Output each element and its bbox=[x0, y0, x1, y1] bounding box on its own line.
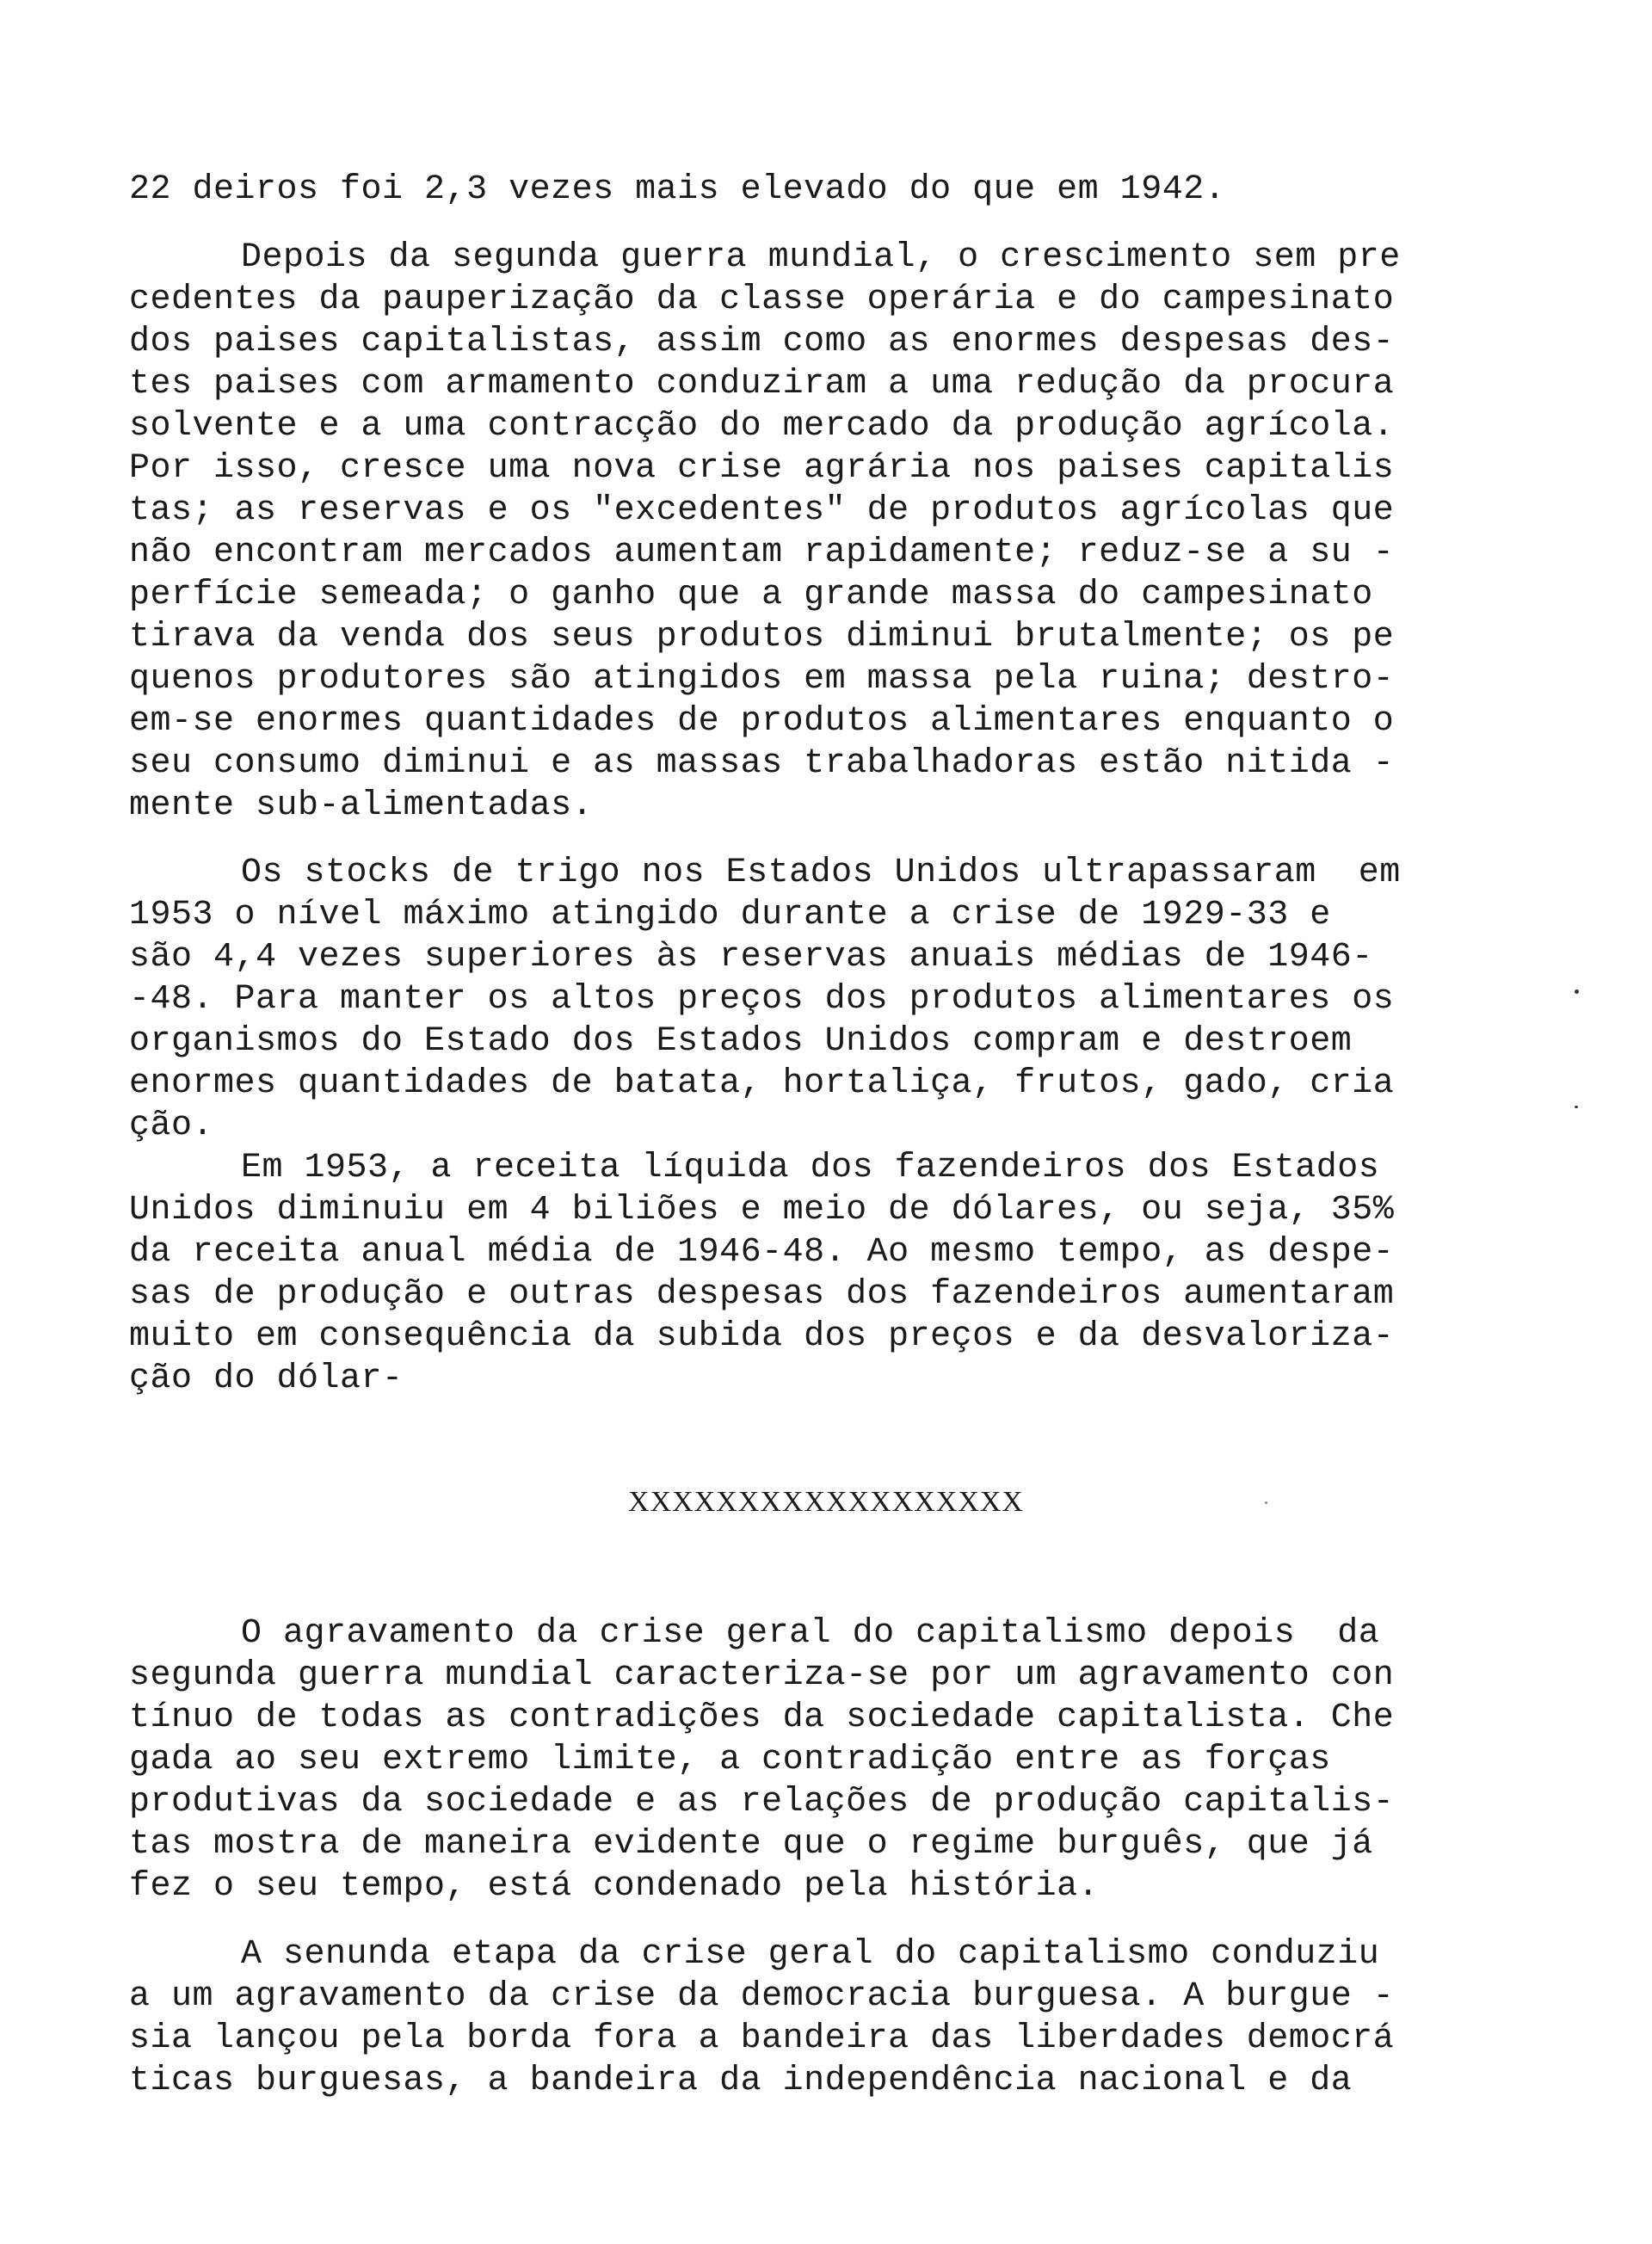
text-line: organismos do Estado dos Estados Unidos compram e destroem bbox=[129, 1022, 1353, 1061]
text-line: tes paises com armamento conduziram a uma redução da procura bbox=[129, 365, 1395, 404]
text-line: tínuo de todas as contradições da sociedade capitalista. Che bbox=[129, 1698, 1395, 1737]
text-line: Por isso, cresce uma nova crise agrária nos paises capitalis bbox=[129, 449, 1395, 488]
text-line: tas mostra de maneira evidente que o regime burguês, que já bbox=[129, 1825, 1373, 1864]
text-line: A senunda etapa da crise geral do capitalismo conduziu bbox=[241, 1935, 1380, 1974]
text-line: 1953 o nível máximo atingido durante a crise de 1929-33 e bbox=[129, 896, 1331, 934]
text-line: a um agravamento da crise da democracia burguesa. A burgue - bbox=[129, 1977, 1395, 2016]
text-line: O agravamento da crise geral do capitalismo depois da bbox=[241, 1614, 1380, 1653]
text-line: Unidos diminuiu em 4 biliões e meio de dólares, ou seja, 35% bbox=[129, 1191, 1395, 1230]
text-line: dos paises capitalistas, assim como as enormes despesas des- bbox=[129, 323, 1395, 361]
text-line: sia lançou pela borda fora a bandeira das liberdades democrá bbox=[129, 2019, 1395, 2058]
scan-speck bbox=[1575, 989, 1579, 994]
text-line: muito em consequência da subida dos preços e da desvaloriza- bbox=[129, 1317, 1395, 1356]
text-line: Em 1953, a receita líquida dos fazendeiros dos Estados bbox=[241, 1149, 1380, 1187]
text-line: solvente e a uma contracção do mercado da produção agrícola. bbox=[129, 407, 1395, 446]
scan-speck bbox=[1265, 1501, 1267, 1504]
text-line: não encontram mercados aumentam rapidamente; reduz-se a su - bbox=[129, 533, 1395, 572]
text-line: ção do dólar- bbox=[129, 1359, 404, 1398]
text-line: tas; as reservas e os "excedentes" de produtos agrícolas que bbox=[129, 491, 1395, 530]
text-line: 22 deiros foi 2,3 vezes mais elevado do que em 1942. bbox=[129, 170, 1226, 209]
text-line: -48. Para manter os altos preços dos produtos alimentares os bbox=[129, 980, 1395, 1019]
text-line: ticas burguesas, a bandeira da independência nacional e da bbox=[129, 2062, 1353, 2100]
text-line: são 4,4 vezes superiores às reservas anuais médias de 1946- bbox=[129, 938, 1373, 977]
text-line: segunda guerra mundial caracteriza-se por um agravamento con bbox=[129, 1656, 1395, 1695]
text-line: ção. bbox=[129, 1107, 214, 1145]
scan-speck bbox=[1575, 1106, 1578, 1108]
text-line: fez o seu tempo, está condenado pela história. bbox=[129, 1867, 1100, 1906]
text-line: da receita anual média de 1946-48. Ao mesmo tempo, as despe- bbox=[129, 1233, 1395, 1272]
text-line: seu consumo diminui e as massas trabalhadoras estão nitida - bbox=[129, 744, 1395, 783]
text-line: em-se enormes quantidades de produtos alimentares enquanto o bbox=[129, 702, 1395, 741]
text-line: sas de produção e outras despesas dos fazendeiros aumentaram bbox=[129, 1275, 1395, 1314]
text-line: perfície semeada; o ganho que a grande massa do campesinato bbox=[129, 576, 1373, 614]
text-line: cedentes da pauperização da classe operária e do campesinato bbox=[129, 280, 1395, 319]
text-line: Depois da segunda guerra mundial, o crescimento sem pre bbox=[241, 238, 1401, 277]
text-line: tirava da venda dos seus produtos diminui brutalmente; os pe bbox=[129, 618, 1395, 657]
text-line: Os stocks de trigo nos Estados Unidos ultrapassaram em bbox=[241, 854, 1401, 892]
text-line: enormes quantidades de batata, hortaliça, frutos, gado, cria bbox=[129, 1064, 1395, 1103]
text-line: gada ao seu extremo limite, a contradição entre as forças bbox=[129, 1741, 1331, 1779]
text-line: mente sub-alimentadas. bbox=[129, 786, 594, 825]
section-separator: XXXXXXXXXXXXXXXXXX bbox=[628, 1486, 1024, 1518]
text-line: quenos produtores são atingidos em massa pela ruina; destro- bbox=[129, 660, 1395, 699]
text-line: produtivas da sociedade e as relações de produção capitalis- bbox=[129, 1783, 1395, 1822]
